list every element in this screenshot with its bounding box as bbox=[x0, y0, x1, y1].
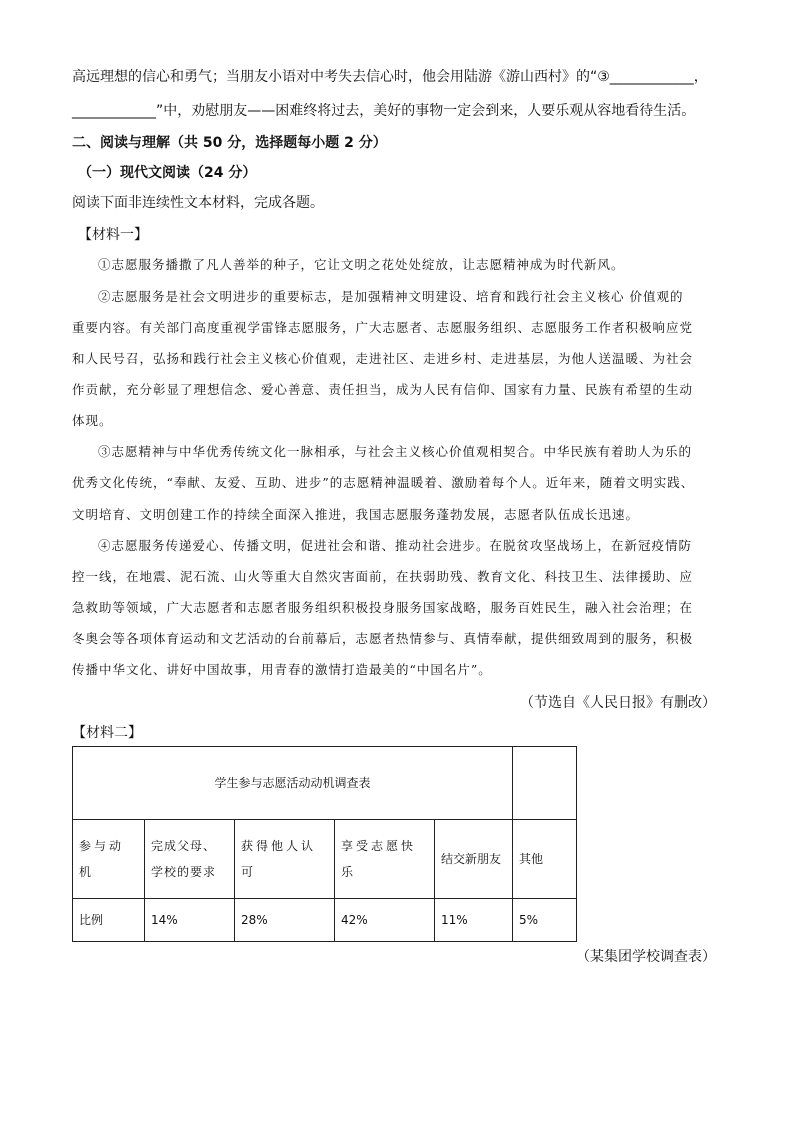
paragraph-line: 作贡献，充分彰显了理想信念、爱心善意、责任担当，成为人民有信仰、国家有力量、民族有希望的生动 bbox=[72, 382, 694, 397]
paragraph-line: ③志愿精神与中华优秀传统文化一脉相承，与社会主义核心价值观相契合。中华民族有着助人为乐的 bbox=[98, 444, 693, 459]
paragraph-line: ①志愿服务播撒了凡人善举的种子，它让文明之花处处绽放，让志愿精神成为时代新风。 bbox=[98, 257, 625, 272]
paragraph-line: 和人民号召，弘扬和践行社会主义核心价值观，走进社区、走进乡村、走进基层，为他人送温暖、为社会 bbox=[72, 351, 694, 366]
table-cell: 5% bbox=[513, 899, 577, 942]
material-2-source: （某集团学校调查表） bbox=[576, 949, 716, 965]
table-header-cell: 完成父母、学校的要求 bbox=[145, 820, 235, 899]
table-row bbox=[73, 899, 577, 942]
paragraph-line: 优秀文化传统，“奉献、友爱、互助、进步”的志愿精神温暖着、激励着每个人。近年来，随着文明实践、 bbox=[72, 475, 695, 490]
table-row-label: 比例 bbox=[73, 899, 145, 942]
answer-text-line-1: 高远理想的信心和勇气；当朋友小语对中考失去信心时，他会用陆游《游山西村》的“③____________， bbox=[72, 69, 708, 85]
table-header-cell: 结交新朋友 bbox=[435, 820, 513, 899]
material-1-source: （节选自《人民日报》有删改） bbox=[520, 695, 716, 711]
table-title: 学生参与志愿活动动机调查表 bbox=[73, 747, 513, 820]
instruction-text: 阅读下面非连续性文本材料，完成各题。 bbox=[72, 195, 324, 211]
paragraph-line: 急救助等领域，广大志愿者和志愿者服务组织积极投身服务国家战略，服务百姓民生，融入社会治理；在 bbox=[72, 600, 694, 615]
survey-table bbox=[72, 746, 577, 942]
table-cell: 14% bbox=[145, 899, 235, 942]
paragraph-line: ④志愿服务传递爱心、传播文明，促进社会和谐、推动社会进步。在脱贫攻坚战场上，在新冠疫情防 bbox=[98, 538, 693, 553]
paragraph-line: 体现。 bbox=[72, 413, 113, 428]
subsection-heading: （一）现代文阅读（24 分） bbox=[78, 165, 257, 181]
table-title-blank-cell bbox=[513, 747, 577, 820]
paragraph-line: ②志愿服务是社会文明进步的重要标志，是加强精神文明建设、培育和践行社会主义核心 价值观的 bbox=[98, 289, 684, 304]
table-cell: 28% bbox=[235, 899, 335, 942]
paragraph-line: 控一线，在地震、泥石流、山火等重大自然灾害面前，在扶弱助残、教育文化、科技卫生、法律援助、应 bbox=[72, 569, 694, 584]
material-1-label: 【材料一】 bbox=[78, 227, 148, 243]
table-cell: 42% bbox=[335, 899, 435, 942]
paragraph-line: 冬奥会等各项体育运动和文艺活动的台前幕后，志愿者热情参与、真情奉献，提供细致周到的服务，积极 bbox=[72, 631, 694, 646]
table-header-row bbox=[73, 820, 577, 899]
table-header-cell: 获得他人认可 bbox=[235, 820, 335, 899]
answer-text-line-2: ____________”中，劝慰朋友——困难终将过去，美好的事物一定会到来，人要乐观从容地看待生活。 bbox=[72, 103, 696, 119]
table-title-row bbox=[73, 747, 577, 820]
paragraph-line: 重要内容。有关部门高度重视学雷锋志愿服务，广大志愿者、志愿服务组织、志愿服务工作者积极响应党 bbox=[72, 320, 694, 335]
table-cell: 11% bbox=[435, 899, 513, 942]
section-heading: 二、阅读与理解（共 50 分，选择题每小题 2 分） bbox=[72, 135, 387, 151]
material-2-label: 【材料二】 bbox=[72, 725, 142, 741]
table-header-cell: 参与动机 bbox=[73, 820, 145, 899]
paragraph-line: 文明培育、文明创建工作的持续全面深入推进，我国志愿服务蓬勃发展，志愿者队伍成长迅速。 bbox=[72, 507, 640, 522]
table-header-cell: 其他 bbox=[513, 820, 577, 899]
table-header-cell: 享受志愿快乐 bbox=[335, 820, 435, 899]
paragraph-line: 传播中华文化、讲好中国故事，用青春的激情打造最美的“中国名片”。 bbox=[72, 662, 492, 677]
